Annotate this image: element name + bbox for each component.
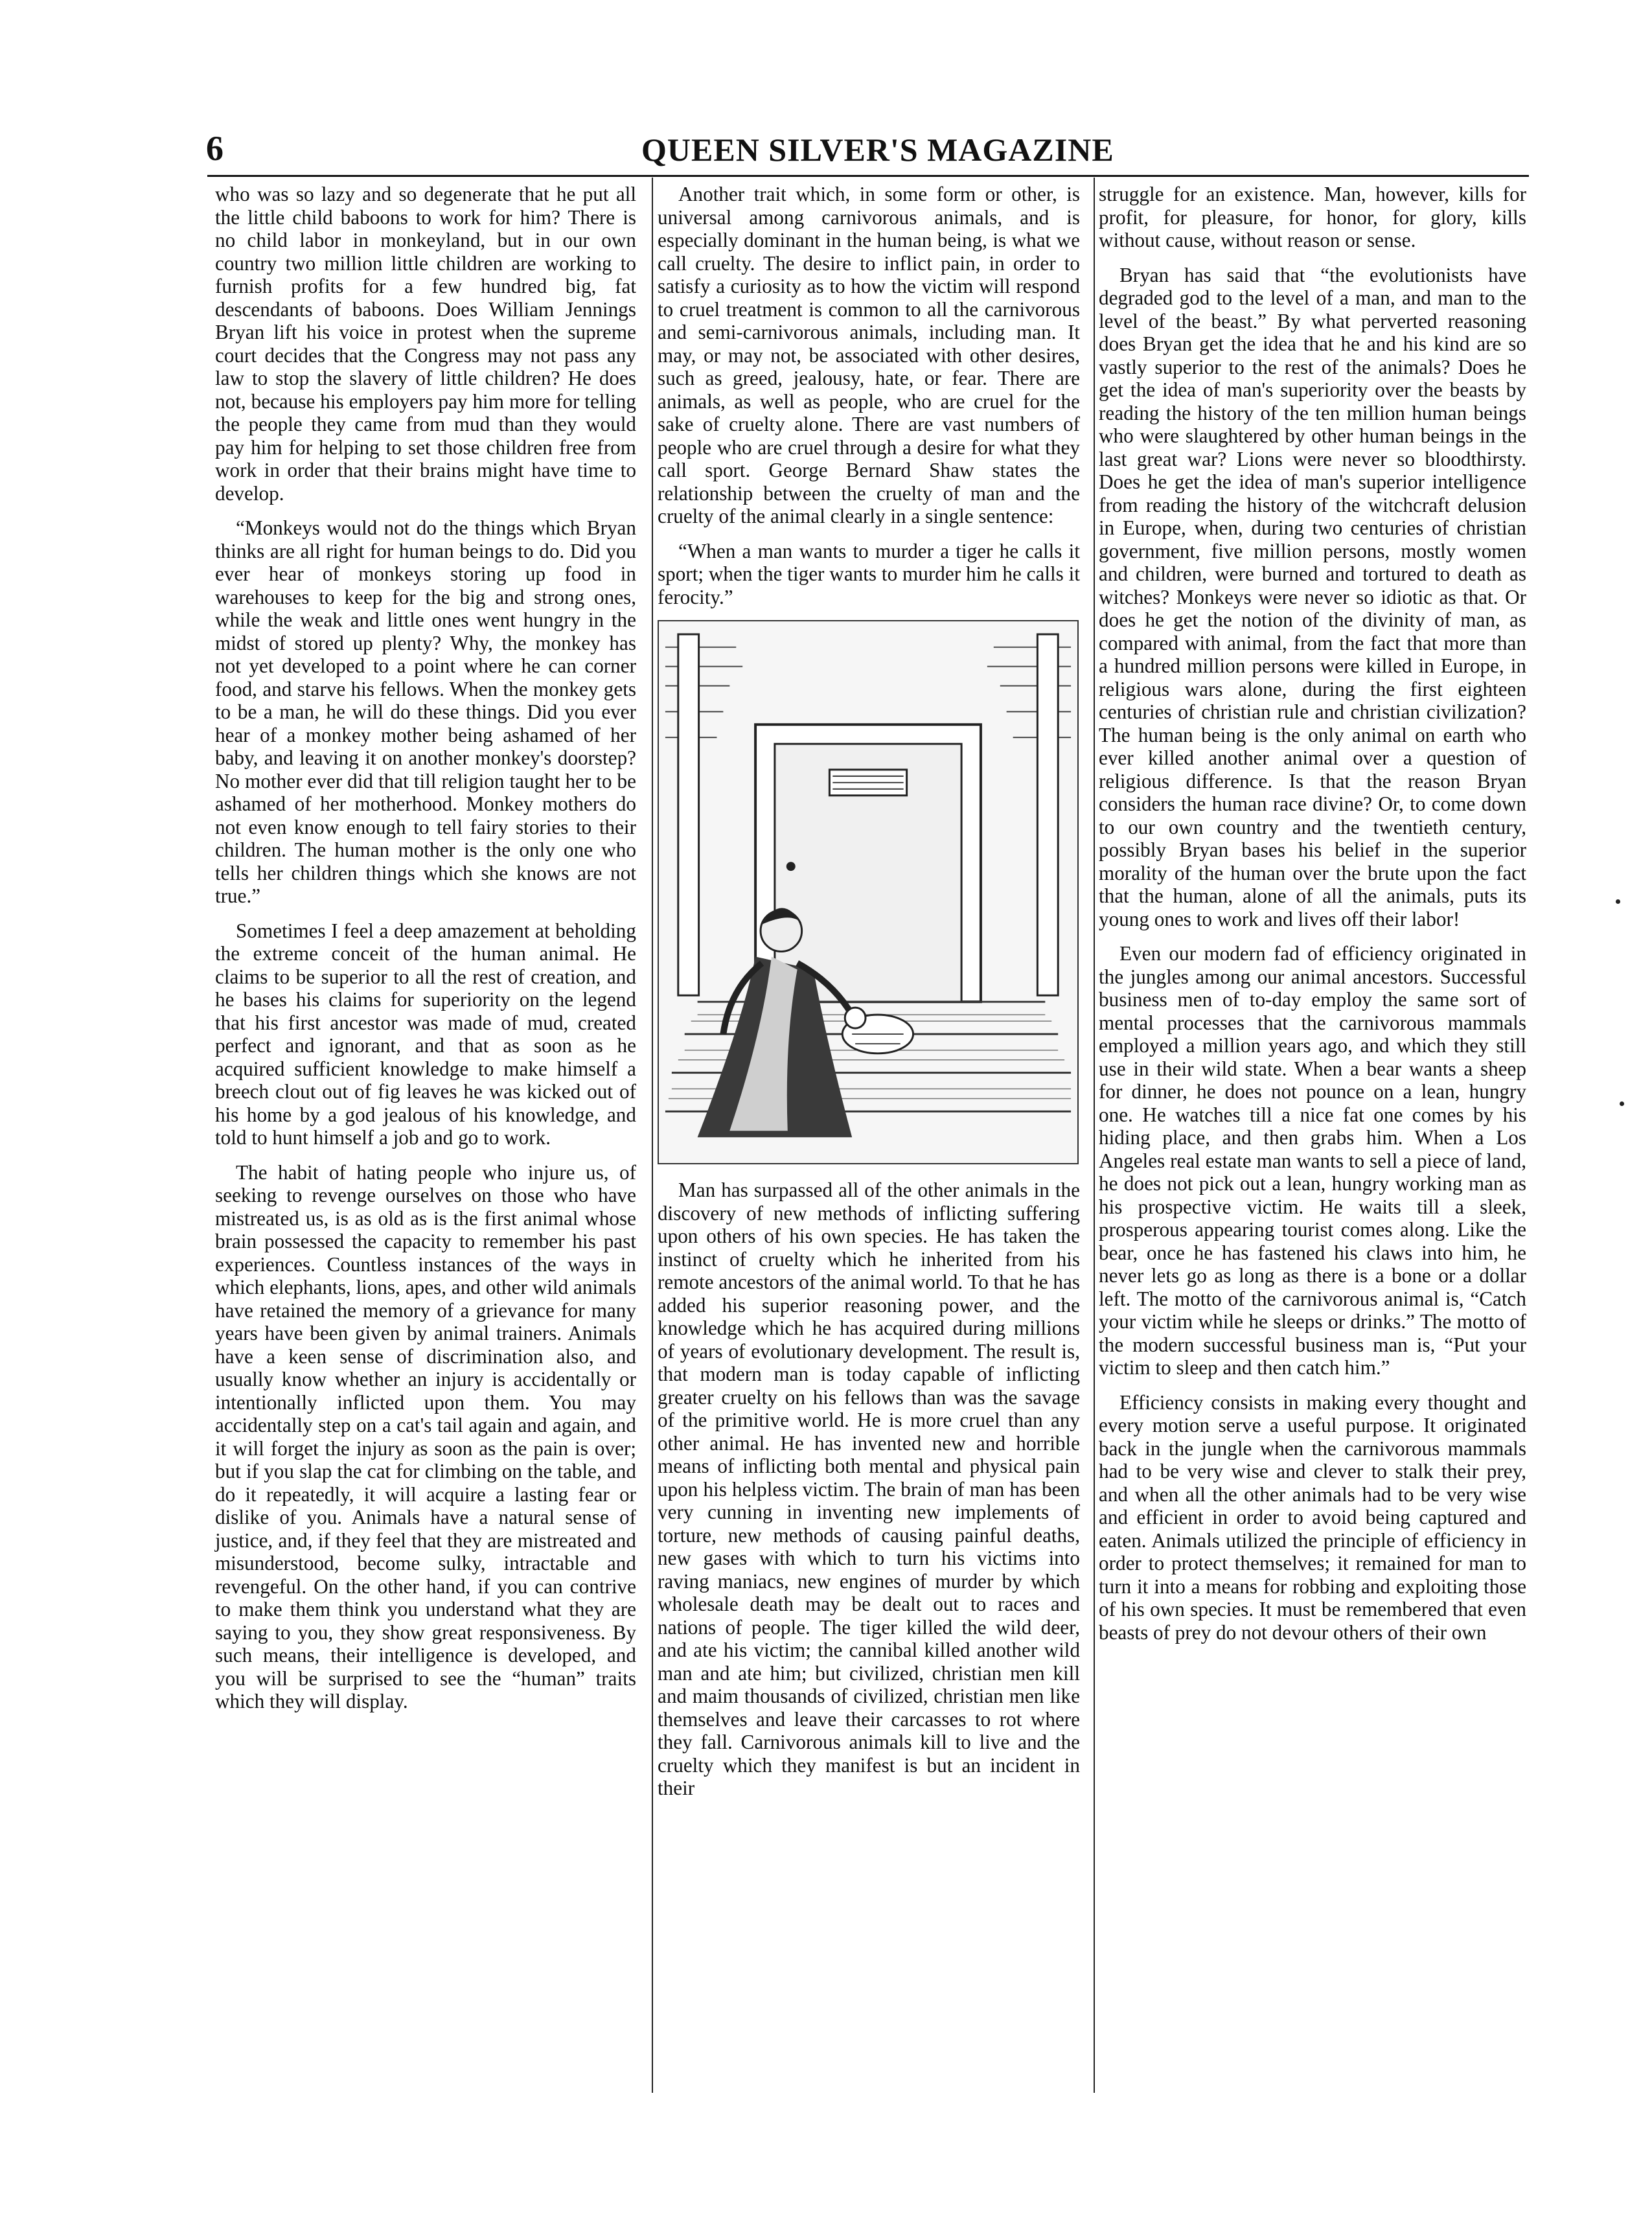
paragraph: who was so lazy and so degenerate that he put all the little child baboons to work for him? There is no child labor in monkeyland, but in our own country two million little children are working to furnish profits for a few hundred big, fat descendants of baboons. Does William Jennings Bryan lift his voice in protest when the supreme court decides that the Congress may not pass any law to stop the slavery of little children? He does not, because his employers pay him more for telling the people they came from mud than they would pay him for helping to set those children free from work in order that their brains might have time to develop. [215,183,636,505]
header-rule [207,175,1529,177]
illustration-mother-abandoning-baby [659,621,1077,1163]
magazine-title: QUEEN SILVER'S MAGAZINE [641,132,1114,168]
stray-ink-mark [1616,899,1620,904]
paragraph: Bryan has said that “the evolutionists have degraded god to the level of a man, and man to the level of the beast.” By what perverted reasoning does Bryan get the idea that he and his kind are so vastly superior to the rest of the animals? Does he get the idea of man's superiority over the beasts by reading the history of the ten million human beings who were slaughtered by other human beings in the last great war? Lions were never so bloodthirsty. Does he get the idea of man's superior intelligence from reading the history of the witchcraft delusion in Europe, when, during two centuries of christian government, five million persons, mostly women and children, were burned and tortured to death as witches? Monkeys were never so idiotic as that. Or does he get the notion of the divinity of man, as compared with animal, from the fact that more than a hundred million persons were killed in Europe, in religious wars alone, during the first eighteen centuries of christian rule and christian civilization? The human being is the only animal on earth who ever killed another animal over a question of religious difference. Is that the reason Bryan considers the human race divine? Or, to come down to our own country and the twentieth century, possibly Bryan bases his belief in the superior morality of the human over the brute upon the fact that the human, alone of all the animals, puts its young ones to work and lives off their labor! [1099,263,1526,930]
paragraph: “Monkeys would not do the things which Bryan thinks are all right for human beings to do. Did you ever hear of monkeys storing up food in warehouses to keep for the big and strong ones, while the weak and little ones went hungry in the midst of stored up plenty? Why, the monkey has not yet developed to a point where he can corner food, and starve his fellows. When the monkey gets to be a man, he will do these things. Did you ever hear of a monkey mother being ashamed of her baby, and leaving it on another monkey's doorstep? No mother ever did that till religion taught her to be ashamed of her motherhood. Monkey mothers do not even know enough to tell fairy stories to their children. The human mother is the only one who tells her children things which she knows are not true.” [215,516,636,907]
page-number: 6 [206,129,224,168]
paragraph: Efficiency consists in making every thought and every motion serve a useful purpose. It originated back in the jungle when the carnivorous mammals had to be very wise and clever to stalk their prey, and when all the other animals had to be very wise and efficient in order to avoid being captured and eaten. Animals utilized the principle of efficiency in order to protect themselves; it remained for man to turn it into a means for robbing and exploiting those of his own species. It must be remembered that even beasts of prey do not devour others of their own [1099,1390,1526,1644]
quotation: “When a man wants to murder a tiger he calls it sport; when the tiger wants to murder him he calls it ferocity.” [658,539,1080,608]
column-2 [658,183,1080,1812]
column-rule-2 [1094,178,1095,2093]
paragraph: Even our modern fad of efficiency originated in the jungles among our animal ancestors. Successful business men of to-day employ the same sort of mental processes that the carnivorous mammals employed a million years ago, and which they still use in their wild state. When a bear wants a sheep for dinner, he does not pounce on a lean, hungry one. He watches till a nice fat one comes by his hiding place, and then grabs him. When a Los Angeles real estate man wants to sell a piece of land, he does not pick out a lean, hungry working man as his prospective victim. He waits till a sleek, prosperous appearing tourist comes along. Like the bear, once he has fastened his claws into him, he never lets go as long as there is a bone or a dollar left. The motto of the carnivorous animal is, “Catch your victim while he sleeps or drinks.” The motto of the modern successful business man is, “Put your victim to sleep and then catch him.” [1099,942,1526,1379]
column-3 [1099,183,1526,1655]
column-1 [215,183,636,1725]
paragraph: Another trait which, in some form or other, is universal among carnivorous animals, and is especially dominant in the human being, is what we call cruelty. The desire to inflict pain, in order to satisfy a curiosity as to how the victim will respond to cruel treatment is common to all the carnivorous and semi-carnivorous animals, including man. It may, or may not, be associated with other desires, such as greed, jealousy, hate, or fear. There are animals, as well as people, who are cruel for the sake of cruelty alone. There are vast numbers of people who are cruel through a desire for what they call sport. George Bernard Shaw states the relationship between the cruelty of man and the cruelty of the animal clearly in a single sentence: [658,183,1080,527]
column-rule-1 [652,178,653,2093]
paragraph: struggle for an existence. Man, however, kills for profit, for pleasure, for honor, for glory, kills without cause, without reason or sense. [1099,183,1526,251]
paragraph: The habit of hating people who injure us, of seeking to revenge ourselves on those who have mistreated us, is as old as is the first animal whose brain possessed the capacity to remember his past experiences. Countless instances of the ways in which elephants, lions, apes, and other wild animals have retained the memory of a grievance for many years have been given by animal trainers. Animals have a keen sense of discrimination also, and usually know whether an injury is accidentally or intentionally inflicted upon them. You may accidentally step on a cat's tail again and again, and it will forget the injury as soon as the pain is over; but if you slap the cat for climbing on the table, and do it repeatedly, it will acquire a lasting fear or dislike of you. Animals have a natural sense of justice, and, if they feel that they are mistreated and misunderstood, become sulky, intractable and revengeful. On the other hand, if you can contrive to make them think you understand what they are saying to you, they show great responsiveness. By such means, their intelligence is developed, and you will be surprised to see the “human” traits which they will display. [215,1160,636,1712]
paragraph: Man has surpassed all of the other animals in the discovery of new methods of inflicting suffering upon others of his own species. He has taken the instinct of cruelty which he inherited from his remote ancestors of the animal world. To that he has added his superior reasoning power, and the knowledge which he has acquired during millions of years of evolutionary development. The result is, that modern man is today capable of inflicting greater cruelty on his fellows than was the savage of the primitive world. He is more cruel than any other animal. He has invented new and horrible means of inflicting both mental and physical pain upon his helpless victim. The brain of man has been very cunning in inventing new implements of torture, new methods of causing painful deaths, new gases with which to turn his victims into raving maniacs, new engines of murder by which wholesale death may be dealt out to races and nations of people. The tiger killed the wild deer, and ate his victim; the cannibal killed another wild man and ate him; but civilized, christian men kill and maim thousands of civilized, christian men like themselves and leave their carcasses to rot where they fall. Carnivorous animals kill to live and the cruelty which they manifest is but an incident in their [658,1179,1080,1799]
paragraph: Sometimes I feel a deep amazement at beholding the extreme conceit of the human animal. He claims to be superior to all the rest of creation, and he bases his claims for superiority on the legend that his first ancestor was made of mud, created perfect and ignorant, and that as soon as he acquired sufficient knowledge to make himself a breech clout out of fig leaves he was kicked out of his home by a god jealous of his knowledge, and told to hunt himself a job and go to work. [215,919,636,1149]
illustration-figure [658,620,1079,1164]
stray-ink-mark [1620,1101,1624,1106]
